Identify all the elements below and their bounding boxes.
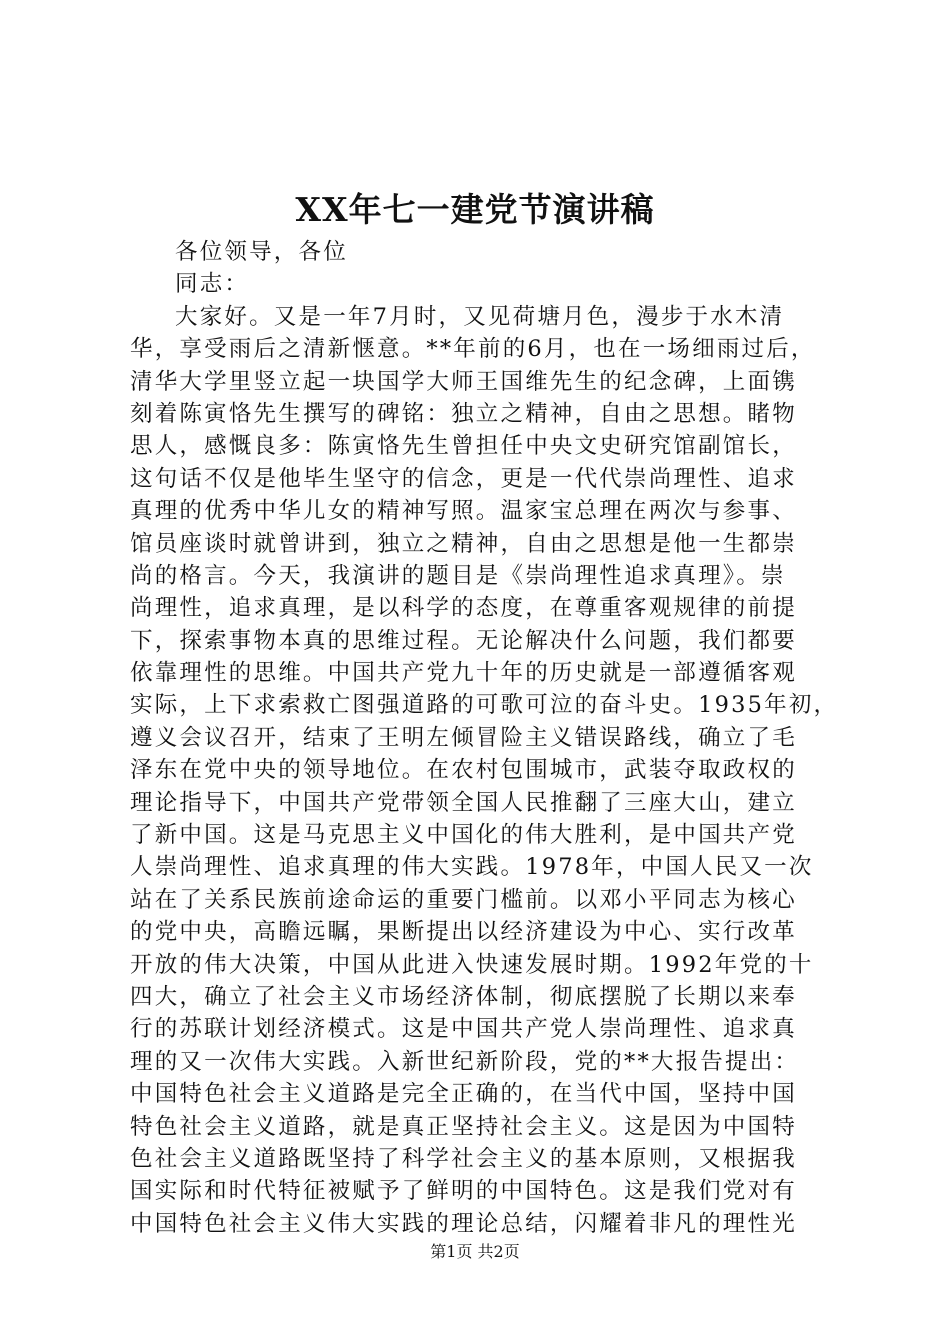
paragraph-line: 理的又一次伟大实践。入新世纪新阶段，党的**大报告提出：	[130, 1048, 800, 1075]
paragraph-line: 特色社会主义道路，就是真正坚持社会主义。这是因为中国特	[130, 1113, 797, 1140]
paragraph-line: 了新中国。这是马克思主义中国化的伟大胜利，是中国共产党	[130, 822, 797, 849]
paragraph-line: 这句话不仅是他毕生坚守的信念，更是一代代崇尚理性、追求	[130, 465, 797, 492]
paragraph-line: 清华大学里竖立起一块国学大师王国维先生的纪念碑，上面镌	[130, 368, 797, 395]
paragraph-line: 理论指导下，中国共产党带领全国人民推翻了三座大山，建立	[130, 789, 797, 816]
document-body	[130, 236, 839, 1240]
paragraph-line: 大家好。又是一年7月时，又见荷塘月色，漫步于水木清	[175, 303, 785, 330]
paragraph-line: 华，享受雨后之清新惬意。**年前的6月，也在一场细雨过后，	[130, 336, 816, 363]
paragraph-line: 中国特色社会主义道路是完全正确的，在当代中国，坚持中国	[130, 1081, 797, 1108]
paragraph-line: 开放的伟大决策，中国从此进入快速发展时期。1992年党的十	[130, 951, 814, 978]
document-title: XX年七一建党节演讲稿	[295, 190, 655, 229]
paragraph-line: 四大，确立了社会主义市场经济体制，彻底摆脱了长期以来奉	[130, 983, 797, 1010]
paragraph-line: 刻着陈寅恪先生撰写的碑铭：独立之精神，自由之思想。睹物	[130, 400, 797, 427]
salutation-line-2: 同志：	[175, 271, 250, 298]
paragraph-line: 真理的优秀中华儿女的精神写照。温家宝总理在两次与参事、	[130, 498, 797, 525]
paragraph-line: 色社会主义道路既坚持了科学社会主义的基本原则，又根据我	[130, 1145, 797, 1172]
paragraph-line: 的党中央，高瞻远瞩，果断提出以经济建设为中心、实行改革	[130, 919, 797, 946]
page-footer: 第1页 共2页	[430, 1242, 520, 1261]
paragraph-line: 尚的格言。今天，我演讲的题目是《崇尚理性追求真理》。崇	[130, 562, 786, 589]
salutation-line-1: 各位领导，各位	[175, 239, 348, 265]
paragraph-line: 站在了关系民族前途命运的重要门槛前。以邓小平同志为核心	[130, 886, 797, 913]
paragraph-line: 泽东在党中央的领导地位。在农村包围城市，武装夺取政权的	[130, 757, 797, 784]
paragraph-line: 行的苏联计划经济模式。这是中国共产党人崇尚理性、追求真	[130, 1016, 797, 1043]
paragraph-line: 尚理性，追求真理，是以科学的态度，在尊重客观规律的前提	[130, 595, 797, 622]
paragraph-line: 人崇尚理性、追求真理的伟大实践。1978年，中国人民又一次	[130, 854, 814, 881]
paragraph-line: 遵义会议召开，结束了王明左倾冒险主义错误路线，确立了毛	[130, 724, 797, 751]
paragraph-line: 馆员座谈时就曾讲到，独立之精神，自由之思想是他一生都崇	[130, 530, 797, 557]
paragraph-line: 依靠理性的思维。中国共产党九十年的历史就是一部遵循客观	[130, 660, 797, 687]
paragraph-line: 国实际和时代特征被赋予了鲜明的中国特色。这是我们党对有	[130, 1178, 797, 1205]
paragraph-line: 下，探索事物本真的思维过程。无论解决什么问题，我们都要	[130, 627, 797, 654]
paragraph-line: 思人，感慨良多：陈寅恪先生曾担任中央文史研究馆副馆长，	[130, 433, 797, 460]
paragraph-line: 实际，上下求索救亡图强道路的可歌可泣的奋斗史。1935年初，	[130, 692, 839, 719]
paragraph-line: 中国特色社会主义伟大实践的理论总结，闪耀着非凡的理性光	[130, 1210, 797, 1237]
